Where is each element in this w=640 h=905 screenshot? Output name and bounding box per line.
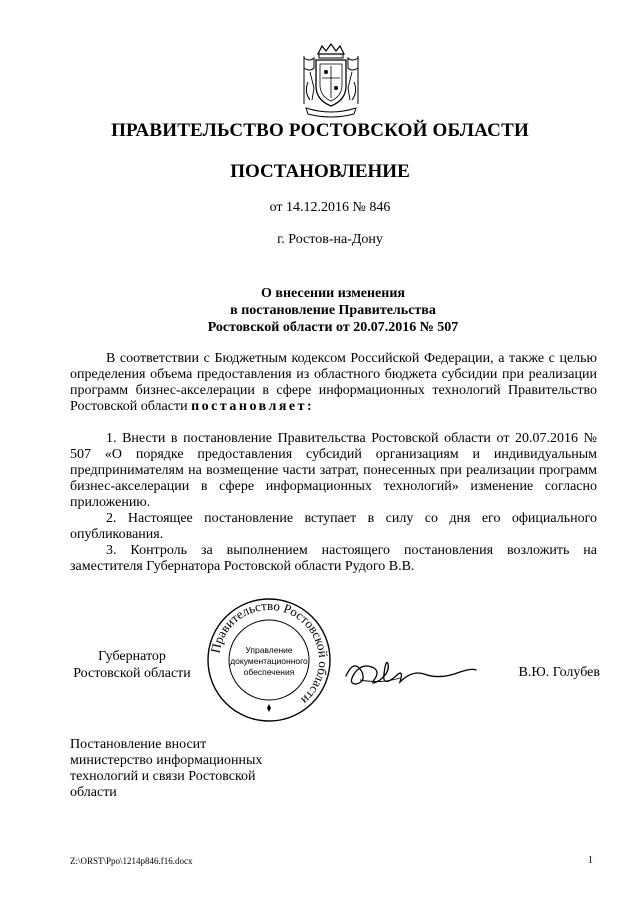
- stamp-center-line-1: Управление: [245, 645, 293, 655]
- preamble-text: В соответствии с Бюджетным кодексом Российской Федерации, а также с целью определения объема предоставления из областного бюджета субсидии при реализации программ бизнес-акселерации в сфере информационных технологий Правительство Ростовской области: [70, 351, 597, 414]
- signature-icon: [340, 650, 480, 694]
- clause-1: 1. Внести в постановление Правительства Ростовской области от 20.07.2016 № 507 «О порядке предоставления субсидий организациям и индивидуальным предпринимателям на возмещение части затрат, понесенных при реализации программ бизнес-акселерации в сфере информационных технологий» изменение согласно приложению.: [70, 431, 597, 510]
- stamp-ring-text: Правительство Ростовской области: [207, 597, 332, 708]
- stamp-seal-icon: [205, 596, 333, 724]
- clause-2: 2. Настоящее постановление вступает в силу со дня его официального опубликования.: [70, 511, 597, 542]
- subject-line-1: О внесении изменения: [261, 286, 405, 301]
- stamp-center-line-2: документационного: [230, 656, 308, 666]
- subject-line-3: Ростовской области от 20.07.2016 № 507: [207, 320, 459, 335]
- resolves-word: постановляет:: [191, 399, 315, 414]
- handwritten-signature: [340, 650, 480, 694]
- submitter-note: [70, 737, 310, 801]
- document-subject: [0, 285, 640, 336]
- signatory-name: В.Ю. Голубев: [518, 665, 600, 680]
- note-line-3: технологий и связи Ростовской: [70, 769, 256, 784]
- clause-3: 3. Контроль за выполнением настоящего постановления возложить на заместителя Губернатора Ростовской области Рудого В.В.: [70, 543, 597, 574]
- organization-title: ПРАВИТЕЛЬСТВО РОСТОВСКОЙ ОБЛАСТИ: [111, 120, 529, 141]
- official-stamp: [205, 596, 333, 724]
- subject-line-2: в постановление Правительства: [230, 303, 436, 318]
- stamp-center-line-3: обеспечения: [243, 667, 295, 677]
- signatory-title: [62, 648, 202, 682]
- signatory-title-line-1: Губернатор: [98, 649, 166, 664]
- coat-of-arms-icon: [296, 42, 366, 120]
- document-date-number: от 14.12.2016 № 846: [269, 200, 391, 215]
- footer-file-path: Z:\ORST\Ppo\1214p846.f16.docx: [70, 856, 193, 866]
- signatory-title-line-2: Ростовской области: [73, 666, 191, 681]
- document-body: [70, 351, 597, 575]
- preamble-paragraph: [70, 351, 597, 415]
- note-line-4: области: [70, 785, 117, 800]
- note-line-1: Постановление вносит: [70, 737, 207, 752]
- document-city: г. Ростов-на-Дону: [277, 232, 383, 247]
- coat-of-arms-emblem: [296, 42, 366, 120]
- note-line-2: министерство информационных: [70, 753, 263, 768]
- document-type: ПОСТАНОВЛЕНИЕ: [230, 161, 410, 182]
- page-number: 1: [588, 855, 593, 866]
